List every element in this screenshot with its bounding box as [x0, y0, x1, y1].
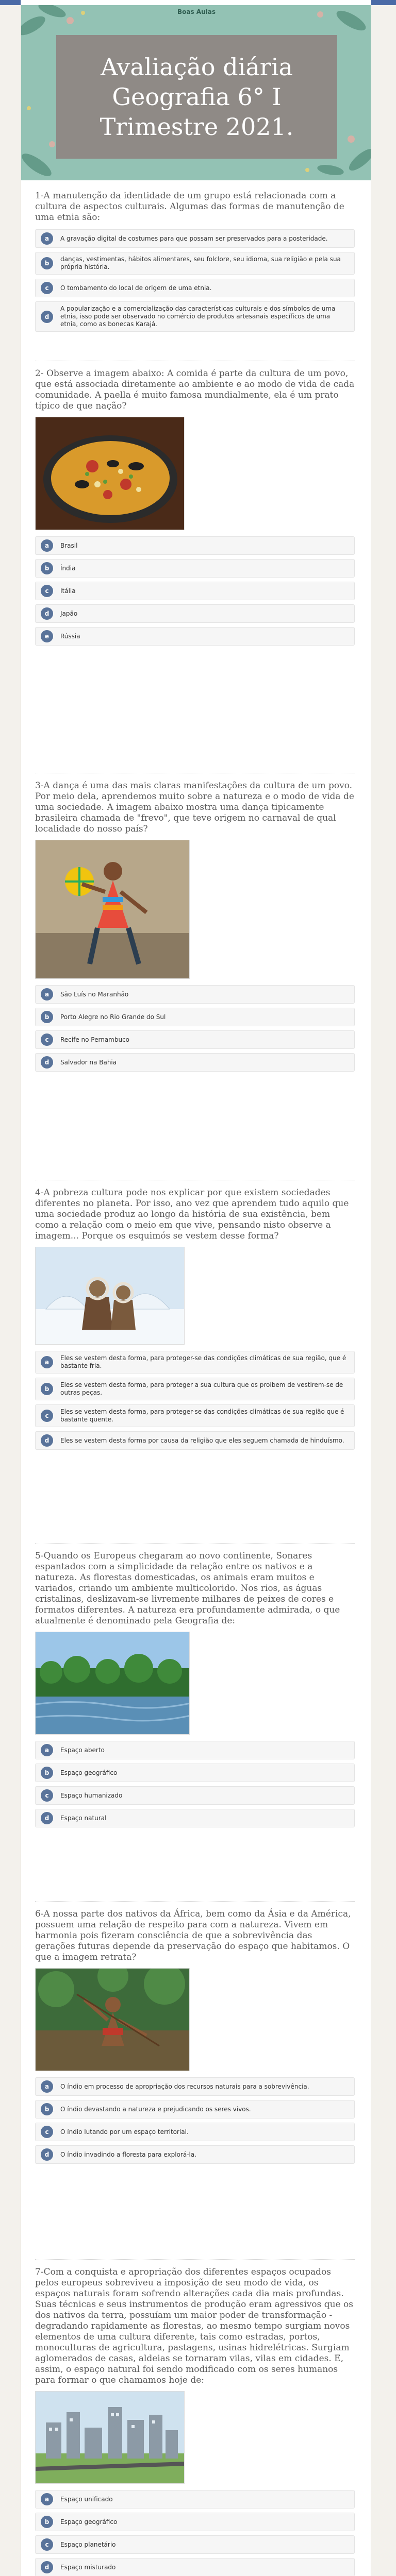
option-text: Eles se vestem desta forma, para proteger-se das condições climáticas de sua região, que é bastante fria. [60, 1354, 346, 1369]
option-letter: e [41, 630, 53, 642]
option-letter: a [41, 2493, 53, 2505]
options-list [35, 229, 355, 332]
divider [35, 1543, 355, 1544]
option-letter: c [41, 282, 53, 294]
option-letter: b [41, 1767, 53, 1779]
option-text: Espaço misturado [60, 2563, 116, 2571]
options-list [35, 2490, 355, 2576]
option-letter: a [41, 539, 53, 552]
indigenous-image [35, 1968, 190, 2071]
option-text: A popularização e a comercialização das características culturais e dos símbolos de uma etnia, isso pode ser observado no comércio de produtos artesanais específicos de uma etnia, como as bonecas Karajá. [60, 305, 336, 328]
option-text: Espaço natural [60, 1814, 107, 1822]
question-text: 5-Quando os Europeus chegaram ao novo continente, Sonares espantados com a simplicidade da relação entre os nativos e a natureza. As florestas domesticadas, os animais eram muitos e variados, criando um ambiente multicolorido. Nos rios, as águas cristalinas, deslizavam-se livremente milhares de peixes de cores e formatos diferentes. A natureza era profundamente admirada, o que atualmente é denominado pela Geografia de: [35, 1551, 340, 1626]
option-text: danças, vestimentas, hábitos alimentares, seu folclore, seu idioma, sua religião e pela sua própria história. [60, 256, 341, 270]
option-d[interactable] [35, 604, 355, 623]
question-7 [35, 2267, 355, 2576]
page-title [100, 52, 294, 142]
option-letter: a [41, 1356, 53, 1368]
option-c[interactable] [35, 1030, 355, 1049]
option-letter: b [41, 2103, 53, 2115]
option-c[interactable] [35, 1404, 355, 1427]
question-text: 6-A nossa parte dos nativos da África, bem como da Ásia e da América, possuem uma relação de respeito para com a natureza. Vivem em harmonia pois fizeram consciência de que a sobrevivência das gerações futuras depende da preservação do espaço que habitamos. O que a imagem retrata? [35, 1909, 351, 1962]
option-text: Espaço aberto [60, 1746, 105, 1754]
option-text: Eles se vestem desta forma, para proteger-se das condições climáticas de sua região que é bastante quente. [60, 1408, 344, 1423]
option-d[interactable] [35, 1431, 355, 1450]
option-text: Espaço geográfico [60, 1769, 118, 1776]
option-letter: c [41, 1033, 53, 1046]
option-text: Brasil [60, 541, 78, 549]
option-text: A gravação digital de costumes para que possam ser preservados para a posteridade. [60, 234, 328, 242]
eskimo-icon [36, 1247, 185, 1345]
river-forest-image [35, 1632, 190, 1735]
question-3 [35, 781, 355, 1076]
option-c[interactable] [35, 2535, 355, 2554]
option-a[interactable] [35, 2077, 355, 2096]
option-a[interactable] [35, 1741, 355, 1759]
option-d[interactable] [35, 1809, 355, 1827]
option-text: Salvador na Bahia [60, 1058, 117, 1066]
option-text: Espaço geográfico [60, 2518, 118, 2526]
option-letter: d [41, 1434, 53, 1447]
option-a[interactable] [35, 229, 355, 248]
option-letter: d [41, 607, 53, 620]
option-letter: b [41, 1011, 53, 1023]
indigenous-fishing-icon [36, 1969, 190, 2071]
title-line-2: Geografia 6° I [112, 83, 282, 111]
option-letter: a [41, 232, 53, 245]
option-letter: b [41, 562, 53, 574]
option-text: Espaço humanizado [60, 1791, 123, 1799]
options-list [35, 2077, 355, 2164]
question-text: 7-Com a conquista e apropriação dos diferentes espaços ocupados pelos europeus sobreviveu a imposição de seu modo de vida, os espaços naturais foram sofrendo alterações cada dia mais profundas. Suas técnicas e seus instrumentos de produção eram agressivos que os dos nativos da terra, possuíam um maior poder de transformação - degradando rapidamente as florestas, ao mesmo tempo surgiam novos elementos de uma cultura diferente, tais como estradas, portos, monoculturas de agricultura, pastagens, usinas hidrelétricas. Surgiam aglomerados de casas, aldeias se tornaram vilas, vilas em cidades. E, assim, o espaço natural foi sendo modificado com os seres humanos para formar o que chamamos hoje de: [35, 2267, 353, 2385]
option-text: Espaço unificado [60, 2495, 113, 2503]
header-banner [21, 5, 371, 180]
option-letter: b [41, 2516, 53, 2528]
option-text: O índio invadindo a floresta para explorá-la. [60, 2150, 197, 2158]
option-a[interactable] [35, 1351, 355, 1374]
option-a[interactable] [35, 985, 355, 1004]
river-forest-icon [36, 1632, 190, 1735]
divider [35, 1901, 355, 1902]
option-b[interactable] [35, 1764, 355, 1782]
option-text: O tombamento do local de origem de uma etnia. [60, 284, 212, 292]
question-text: 4-A pobreza cultura pode nos explicar por que existem sociedades diferentes no planeta. Por isso, ano vez que aprendem tudo aquilo que uma sociedade produz ao longo da história de sua existência, bem como a relação com o meio em que vive, pensando nisto observe a imagem... Porque os esquimós se vestem desse forma? [35, 1188, 349, 1241]
option-b[interactable] [35, 1008, 355, 1026]
option-a[interactable] [35, 536, 355, 555]
question-1 [35, 191, 355, 336]
eskimo-image [35, 1247, 185, 1345]
option-letter: d [41, 2561, 53, 2573]
brand-logo: Boas Aulas [177, 8, 216, 15]
city-landscape-icon [36, 2392, 185, 2484]
option-letter: d [41, 311, 53, 323]
option-text: São Luís no Maranhão [60, 990, 129, 998]
option-e[interactable] [35, 627, 355, 646]
title-line-1: Avaliação diária [101, 53, 293, 81]
option-letter: d [41, 2148, 53, 2161]
option-b[interactable] [35, 2100, 355, 2119]
frevo-image [35, 840, 190, 979]
options-list [35, 1741, 355, 1827]
question-text: 2- Observe a imagem abaixo: A comida é parte da cultura de um povo, que está associada diretamente ao ambiente e ao modo de vida de cada comunidade. A paella é muito famosa mundialmente, ela é um prato típico de que nação? [35, 368, 355, 411]
option-c[interactable] [35, 2123, 355, 2141]
title-line-3: Trimestre 2021. [100, 113, 294, 141]
option-letter: d [41, 1812, 53, 1824]
option-text: O índio devastando a natureza e prejudicando os seres vivos. [60, 2105, 251, 2113]
option-c[interactable] [35, 279, 355, 297]
option-text: O índio em processo de apropriação dos recursos naturais para a sobrevivência. [60, 2082, 309, 2090]
option-letter: a [41, 988, 53, 1001]
option-text: Índia [60, 564, 76, 572]
option-text: Eles se vestem desta forma, para proteger a sua cultura que os proibem de vestirem-se de outras peças. [60, 1381, 343, 1396]
question-4 [35, 1188, 355, 1454]
question-6 [35, 1909, 355, 2168]
option-d[interactable] [35, 1053, 355, 1072]
option-b[interactable] [35, 2513, 355, 2531]
option-letter: d [41, 1056, 53, 1069]
option-text: Recife no Pernambuco [60, 1036, 130, 1043]
option-c[interactable] [35, 1786, 355, 1805]
option-letter: b [41, 257, 53, 269]
frevo-dancer-icon [36, 840, 190, 979]
option-text: Rússia [60, 632, 80, 640]
paella-icon [36, 417, 185, 530]
divider [35, 2259, 355, 2260]
option-letter: b [41, 1383, 53, 1395]
option-d[interactable] [35, 2558, 355, 2576]
option-letter: c [41, 585, 53, 597]
options-list [35, 985, 355, 1072]
question-5 [35, 1551, 355, 1832]
option-letter: c [41, 1410, 53, 1422]
option-b[interactable] [35, 559, 355, 578]
option-text: Itália [60, 587, 76, 595]
option-b[interactable] [35, 1378, 355, 1400]
option-letter: a [41, 1744, 53, 1756]
option-letter: c [41, 2538, 53, 2551]
options-list [35, 536, 355, 646]
question-text: 1-A manutenção da identidade de um grupo está relacionada com a cultura de aspectos culturais. Algumas das formas de manutenção de uma etnia são: [35, 191, 344, 223]
option-text: Eles se vestem desta forma por causa da religião que eles seguem chamada de hinduísmo. [60, 1436, 344, 1444]
option-d[interactable] [35, 2145, 355, 2164]
option-text: Japão [60, 609, 78, 617]
option-d[interactable] [35, 301, 355, 332]
option-letter: c [41, 2126, 53, 2138]
option-b[interactable] [35, 252, 355, 275]
option-a[interactable] [35, 2490, 355, 2509]
paella-image [35, 417, 185, 530]
city-image [35, 2391, 185, 2484]
question-2 [35, 368, 355, 650]
options-list [35, 1351, 355, 1450]
option-c[interactable] [35, 582, 355, 600]
option-letter: c [41, 1789, 53, 1802]
option-text: Porto Alegre no Rio Grande do Sul [60, 1013, 166, 1021]
title-box [56, 35, 337, 159]
option-letter: a [41, 2080, 53, 2093]
question-text: 3-A dança é uma das mais claras manifestações da cultura de um povo. Por meio dela, aprendemos muito sobre a natureza e o modo de vida de uma sociedade. A imagem abaixo mostra uma dança tipicamente brasileira chamada de "frevo", que teve origem no carnaval de qual localidade do nosso país? [35, 781, 354, 834]
option-text: O índio lutando por um espaço territorial. [60, 2128, 189, 2136]
option-text: Espaço planetário [60, 2540, 116, 2548]
